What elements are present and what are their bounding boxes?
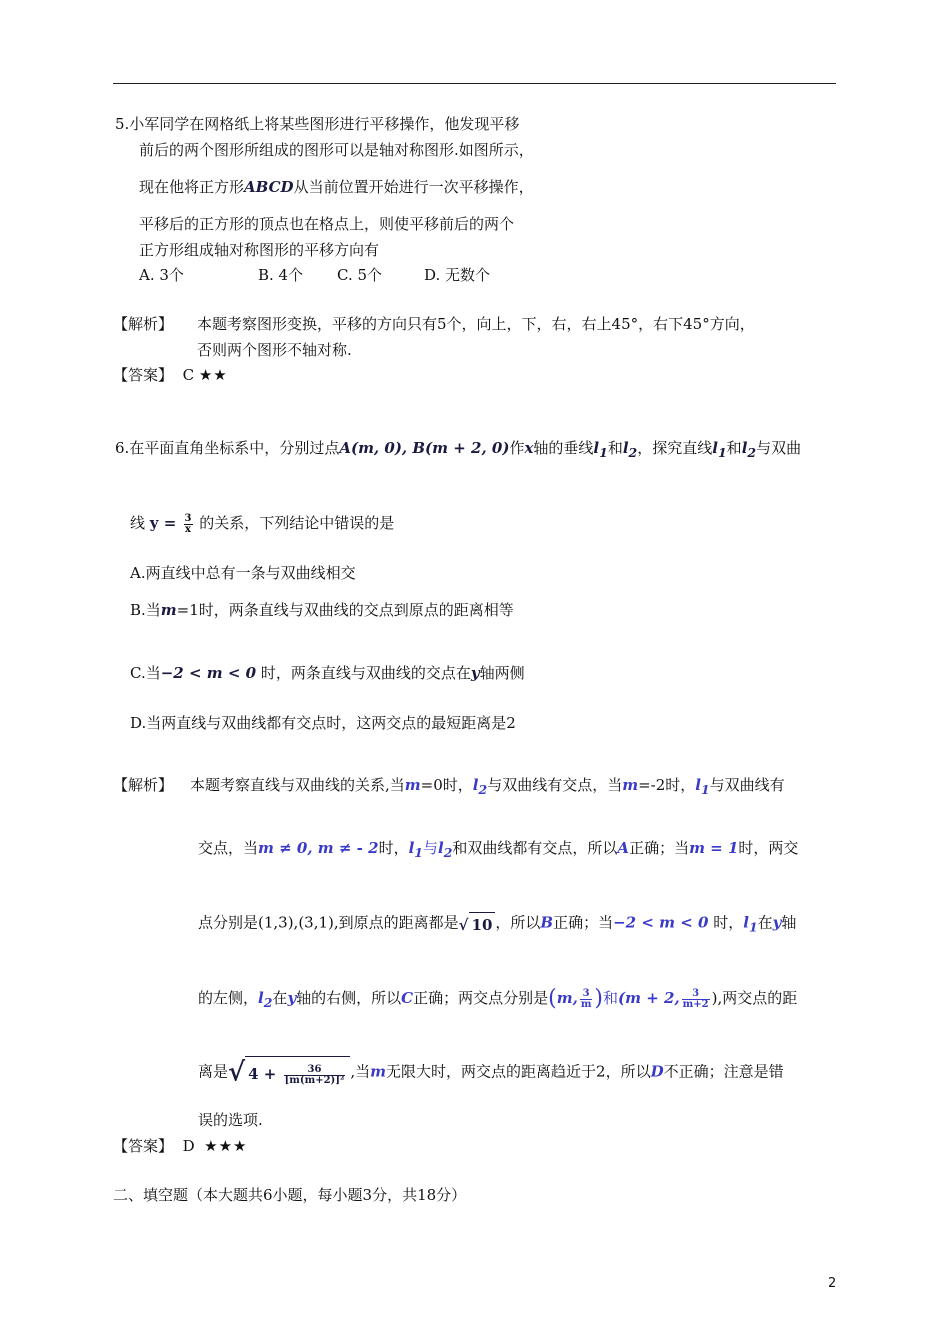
q5-option-a: A. 3个 <box>139 266 184 284</box>
q6-analysis-5: 离是√ 4 + $\frac{36}{\text{[m(m+2)]²}}$ ,当m无限大时，两交点的距离趋近于2，所以D不正确；注意是错 <box>198 1057 784 1088</box>
q6-analysis-2: 交点，当m ≠ 0, m ≠ - 2时，$l_1$与$l_2$和双曲线都有交点，所以A正确；当m = 1时，两交 <box>198 839 799 860</box>
q6-line-1: 6.在平面直角坐标系中，分别过点A(m, 0), B(m + 2, 0)作x轴的垂线$l_1$和$l_2$，探究直线$l_1$和$l_2$与双曲 <box>115 439 802 460</box>
q6-option-c: C.当−2 < m < 0 时，两条直线与双曲线的交点在y轴两侧 <box>130 664 525 682</box>
q5-line-3: 现在他将正方形ABCD从当前位置开始进行一次平移操作， <box>139 178 534 196</box>
fraction-3-over-x: $\frac{3}{x}$ <box>184 512 192 535</box>
q5-option-c: C. 5个 <box>337 266 383 284</box>
difficulty-stars: ★★ <box>198 366 228 384</box>
q6-answer: 【答案】 D ★★★ <box>113 1137 248 1155</box>
q6-line-2: 线 y = $\frac{3}{x}$ 的关系，下列结论中错误的是 <box>130 512 395 535</box>
q6-analysis-label: 【解析】 <box>113 776 174 794</box>
q6-analysis-1: 本题考察直线与双曲线的关系,当m=0时，$l_2$与双曲线有交点，当m=-2时，$l_1$与双曲线有 <box>190 776 785 797</box>
q5-option-d: D. 无数个 <box>424 266 491 284</box>
q5-line-1: 5.小军同学在网格纸上将某些图形进行平移操作，他发现平移 <box>115 115 520 133</box>
difficulty-stars: ★★★ <box>204 1137 248 1155</box>
q6-analysis-3: 点分别是(1,3),(3,1),到原点的距离都是√ 10 ，所以B正确；当−2 < m < 0 时，$l_1$在y轴 <box>198 913 797 935</box>
q5-analysis-1: 本题考察图形变换，平移的方向只有5个，向上，下，右，右上45°，右下45°方向， <box>197 315 755 333</box>
page-number: 2 <box>828 1276 837 1291</box>
section-heading: 二、填空题（本大题共6小题，每小题3分，共18分） <box>113 1186 467 1204</box>
q6-analysis-4: 的左侧，$l_2$在y轴的右侧，所以C正确；两交点分别是(m, $\frac{3}{m}$ )和(m + 2, $\frac{3}{m+2}$ ),两交点的距 <box>198 986 798 1011</box>
sqrt-10: √ 10 <box>459 912 496 935</box>
q5-line-4: 平移后的正方形的顶点也在格点上，则使平移前后的两个 <box>139 215 515 233</box>
q5-line-5: 正方形组成轴对称图形的平移方向有 <box>139 241 380 259</box>
q5-analysis-label: 【解析】 <box>113 315 174 333</box>
q5-line-2: 前后的两个图形所组成的图形可以是轴对称图形.如图所示， <box>139 141 534 159</box>
sqrt-expression: √ 4 + $\frac{36}{\text{[m(m+2)]²}}$ <box>228 1056 350 1089</box>
q5-option-b: B. 4个 <box>258 266 304 284</box>
q6-analysis-6: 误的选项. <box>198 1111 263 1129</box>
square-label: ABCD <box>244 178 294 196</box>
q6-option-d: D.当两直线与双曲线都有交点时，这两交点的最短距离是2 <box>130 714 516 732</box>
q5-analysis-2: 否则两个图形不轴对称. <box>197 341 352 359</box>
q6-option-b: B.当m=1时，两条直线与双曲线的交点到原点的距离相等 <box>130 601 514 619</box>
q5-answer: 【答案】 C ★★ <box>113 366 228 384</box>
q6-option-a: A.两直线中总有一条与双曲线相交 <box>130 564 356 582</box>
header-rule <box>113 83 836 84</box>
